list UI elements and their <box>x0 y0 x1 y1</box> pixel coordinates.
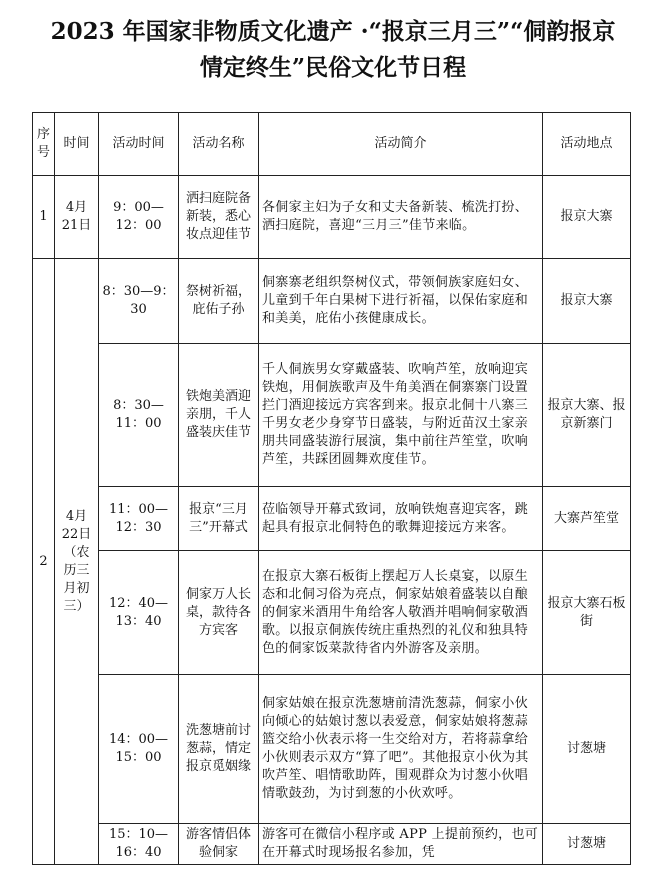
time-cell: 11：00—12：30 <box>99 487 179 551</box>
description-cell: 各侗家主妇为子女和丈夫备新装、梳洗打扮、洒扫庭院，喜迎“三月三”佳节来临。 <box>259 176 543 259</box>
description-cell: 在报京大寨石板街上摆起万人长桌宴，以原生态和北侗习俗为亮点，侗家姑娘着盛装以自酿的侗家米酒用牛角给客人敬酒并唱响侗家敬酒歌。以报京侗族传统庄重热烈的礼仪和独具特色的侗家饭菜款待省内外游客及亲朋。 <box>259 551 543 675</box>
seq-cell: 2 <box>33 259 55 865</box>
table-row <box>33 176 631 259</box>
table-row <box>33 551 631 675</box>
time-cell: 8：30—11：00 <box>99 344 179 487</box>
header-seq: 序号 <box>33 113 55 176</box>
header-slot: 活动时间 <box>99 113 179 176</box>
description-cell: 莅临领导开幕式致词，放响铁炮喜迎宾客，跳起具有报京北侗特色的歌舞迎接远方来客。 <box>259 487 543 551</box>
table-row <box>33 487 631 551</box>
header-place: 活动地点 <box>543 113 631 176</box>
time-cell: 9：00—12：00 <box>99 176 179 259</box>
time-cell: 14：00—15：00 <box>99 675 179 824</box>
description-cell: 侗寨寨老组织祭树仪式，带领侗族家庭妇女、儿童到千年白果树下进行祈福，以保佑家庭和和美美，庇佑小孩健康成长。 <box>259 259 543 344</box>
description-cell: 侗家姑娘在报京洗葱塘前清洗葱蒜，侗家小伙向倾心的姑娘讨葱以表爱意，侗家姑娘将葱蒜篮交给小伙表示将一生交给对方，若将蒜拿给小伙则表示双方“算了吧”。其他报京小伙为其吹芦笙、唱情歌助阵，围观群众为讨葱小伙唱情歌鼓劲，为讨到葱的小伙欢呼。 <box>259 675 543 824</box>
table-row <box>33 344 631 487</box>
time-cell: 8：30—9：30 <box>99 259 179 344</box>
schedule-table <box>32 112 631 865</box>
time-cell: 15：10—16：40 <box>99 824 179 865</box>
date-cell: 4月22日（农历三月初三） <box>55 259 99 865</box>
activity-name-cell: 侗家万人长桌，款待各方宾客 <box>179 551 259 675</box>
table-row <box>33 675 631 824</box>
description-cell: 千人侗族男女穿戴盛装、吹响芦笙，放响迎宾铁炮，用侗族歌声及牛角美酒在侗寨寨门设置拦门酒迎接远方宾客到来。报京北侗十八寨三千男女老少身穿节日盛装，与附近苗汉土家亲朋共同盛装游行展演，集中前往芦笙堂，吹响芦笙，共踩团圆舞欢度佳节。 <box>259 344 543 487</box>
header-desc: 活动简介 <box>259 113 543 176</box>
place-cell: 报京大寨 <box>543 259 631 344</box>
table-row <box>33 259 631 344</box>
header-row <box>33 113 631 176</box>
time-cell: 12：40—13：40 <box>99 551 179 675</box>
page-title <box>10 14 656 86</box>
activity-name-cell: 祭树祈福，庇佑子孙 <box>179 259 259 344</box>
activity-name-cell: 游客情侣体验侗家 <box>179 824 259 865</box>
place-cell: 讨葱塘 <box>543 824 631 865</box>
place-cell: 报京大寨 <box>543 176 631 259</box>
activity-name-cell: 洒扫庭院备新装，悉心妆点迎佳节 <box>179 176 259 259</box>
date-cell: 4月21日 <box>55 176 99 259</box>
place-cell: 报京大寨石板街 <box>543 551 631 675</box>
title-line-2: 情定终生”民俗文化节日程 <box>199 54 467 81</box>
activity-name-cell: 洗葱塘前讨葱蒜，情定报京觅姻缘 <box>179 675 259 824</box>
header-name: 活动名称 <box>179 113 259 176</box>
table-row <box>33 824 631 865</box>
seq-cell: 1 <box>33 176 55 259</box>
description-cell: 游客可在微信小程序或 APP 上提前预约，也可在开幕式时现场报名参加，凭 <box>259 824 543 865</box>
activity-name-cell: 报京“三月三”开幕式 <box>179 487 259 551</box>
place-cell: 大寨芦笙堂 <box>543 487 631 551</box>
place-cell: 报京大寨、报京新寨门 <box>543 344 631 487</box>
place-cell: 讨葱塘 <box>543 675 631 824</box>
activity-name-cell: 铁炮美酒迎亲朋，千人盛装庆佳节 <box>179 344 259 487</box>
header-time: 时间 <box>55 113 99 176</box>
title-line-1: 2023 年国家非物质文化遗产 ·“报京三月三”“侗韵报京 <box>50 18 616 45</box>
